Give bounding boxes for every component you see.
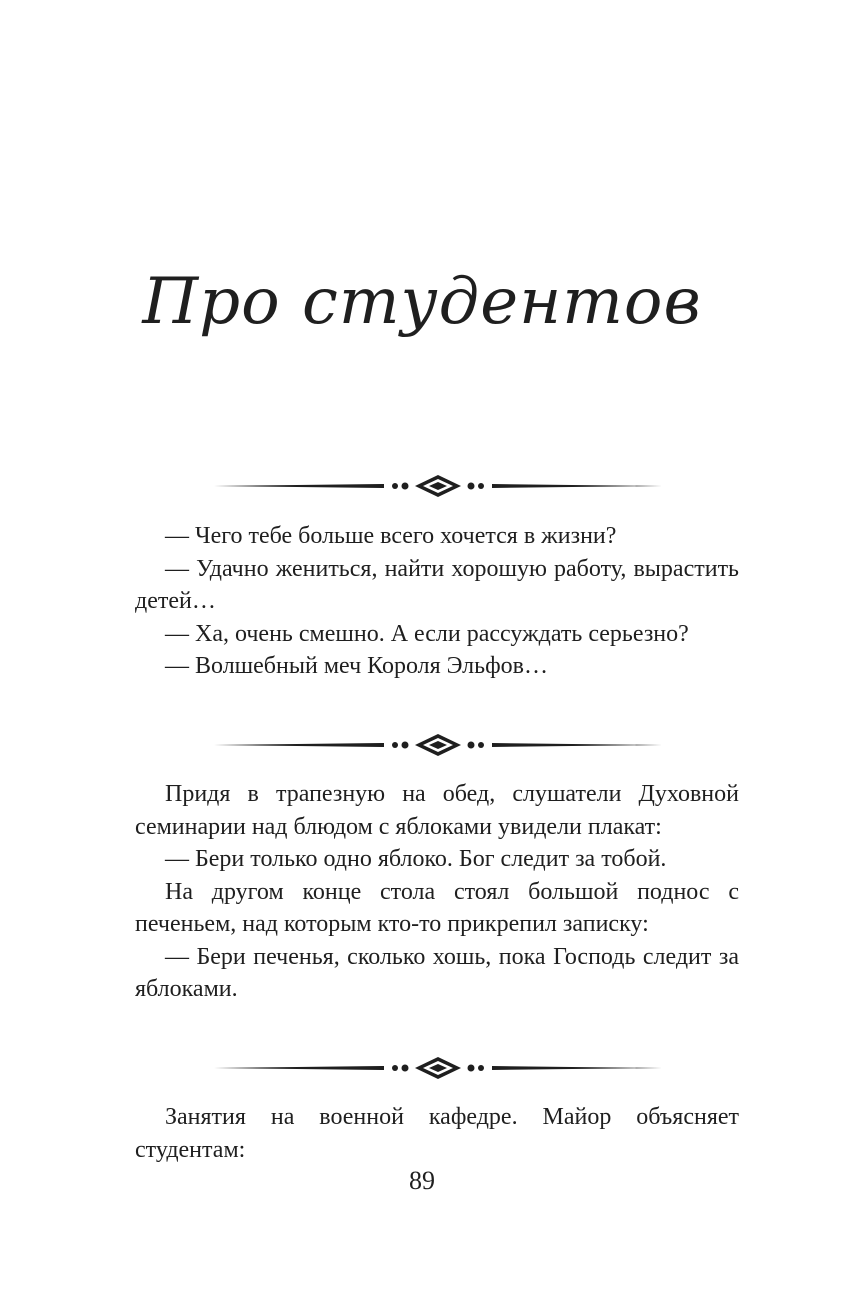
ornamental-divider bbox=[212, 474, 664, 498]
paragraph: На другом конце стола стоял большой поднос с печеньем, над которым кто-то прикрепил записку: bbox=[135, 878, 739, 937]
ornamental-divider bbox=[212, 733, 664, 757]
ornament-icon bbox=[212, 474, 664, 498]
dialogue-line: — Чего тебе больше всего хочется в жизни? bbox=[165, 523, 617, 549]
joke-2 bbox=[135, 778, 739, 1006]
ornament-icon bbox=[212, 1056, 664, 1080]
dialogue-line: — Удачно жениться, найти хорошую работу, вырастить детей… bbox=[135, 555, 739, 614]
joke-1 bbox=[135, 520, 739, 683]
dialogue-line: — Волшебный меч Короля Эльфов… bbox=[165, 653, 548, 679]
paragraph: Придя в трапезную на обед, слушатели Духовной семинарии над блюдом с яблоками увидели плакат: bbox=[135, 781, 739, 840]
paragraph: Занятия на военной кафедре. Майор объясняет студентам: bbox=[135, 1104, 739, 1163]
ornamental-divider bbox=[212, 1056, 664, 1080]
dialogue-line: — Бери только одно яблоко. Бог следит за тобой. bbox=[165, 846, 667, 872]
dialogue-line: — Бери печенья, сколько хошь, пока Господь следит за яблоками. bbox=[135, 943, 739, 1002]
page-number: 89 bbox=[409, 1166, 435, 1195]
ornament-icon bbox=[212, 733, 664, 757]
dialogue-line: — Ха, очень смешно. А если рассуждать серьезно? bbox=[165, 620, 689, 647]
chapter-title: Про студентов bbox=[142, 265, 702, 339]
joke-3 bbox=[135, 1101, 739, 1166]
